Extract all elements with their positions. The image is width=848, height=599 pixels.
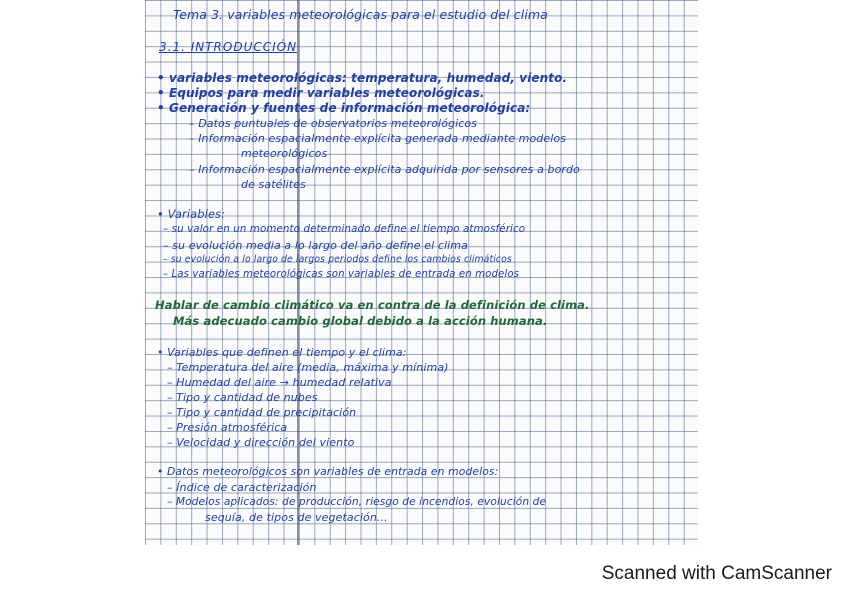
list-item: meteorológicos bbox=[241, 147, 328, 160]
list-item: • variables meteorológicas: temperatura, humedad, viento. bbox=[157, 71, 568, 85]
list-item: – Datos puntuales de observatorios meteorológicos bbox=[189, 117, 478, 130]
list-item: • Generación y fuentes de información meteorológica: bbox=[157, 101, 531, 115]
list-item: – su evolución media a lo largo del año define el clima bbox=[163, 239, 468, 252]
note-line: Hablar de cambio climático va en contra de la definición de clima. bbox=[155, 298, 590, 312]
list-item: – Presión atmosférica bbox=[167, 421, 288, 434]
list-item: – Temperatura del aire (media, máxima y mínima) bbox=[167, 361, 449, 374]
note-line: Más adecuado cambio global debido a la acción humana. bbox=[173, 314, 548, 328]
page-title: Tema 3. variables meteorológicas para el estudio del clima bbox=[173, 7, 548, 22]
scanner-watermark: Scanned with CamScanner bbox=[601, 563, 832, 584]
section-heading: 3.1. INTRODUCCIÓN bbox=[159, 40, 298, 54]
list-item: • Equipos para medir variables meteorológicas. bbox=[157, 86, 485, 100]
list-item: – Índice de caracterización bbox=[167, 481, 317, 494]
notebook-page bbox=[145, 0, 698, 545]
list-item: sequía, de tipos de vegetación... bbox=[205, 511, 388, 524]
list-item: – Humedad del aire → humedad relativa bbox=[167, 376, 392, 389]
list-item: • Variables: bbox=[157, 207, 226, 221]
list-item: – su valor en un momento determinado define el tiempo atmosférico bbox=[163, 223, 526, 235]
list-item: – Tipo y cantidad de precipitación bbox=[167, 406, 357, 419]
list-item: de satélites bbox=[241, 178, 306, 191]
list-item: • Variables que definen el tiempo y el clima: bbox=[157, 346, 407, 359]
list-item: – Información espacialmente explícita generada mediante modelos bbox=[189, 132, 567, 145]
list-item: – Información espacialmente explícita adquirida por sensores a bordo bbox=[189, 163, 580, 176]
list-item: – Tipo y cantidad de nubes bbox=[167, 391, 318, 404]
list-item: – Las variables meteorológicas son variables de entrada en modelos bbox=[163, 269, 520, 280]
list-item: • Datos meteorológicos son variables de entrada en modelos: bbox=[157, 465, 499, 478]
list-item: – su evolución a lo largo de largos periodos define los cambios climáticos bbox=[163, 254, 512, 265]
list-item: – Velocidad y dirección del viento bbox=[167, 436, 355, 449]
list-item: – Modelos aplicados: de producción, riesgo de incendios, evolución de bbox=[167, 496, 547, 508]
